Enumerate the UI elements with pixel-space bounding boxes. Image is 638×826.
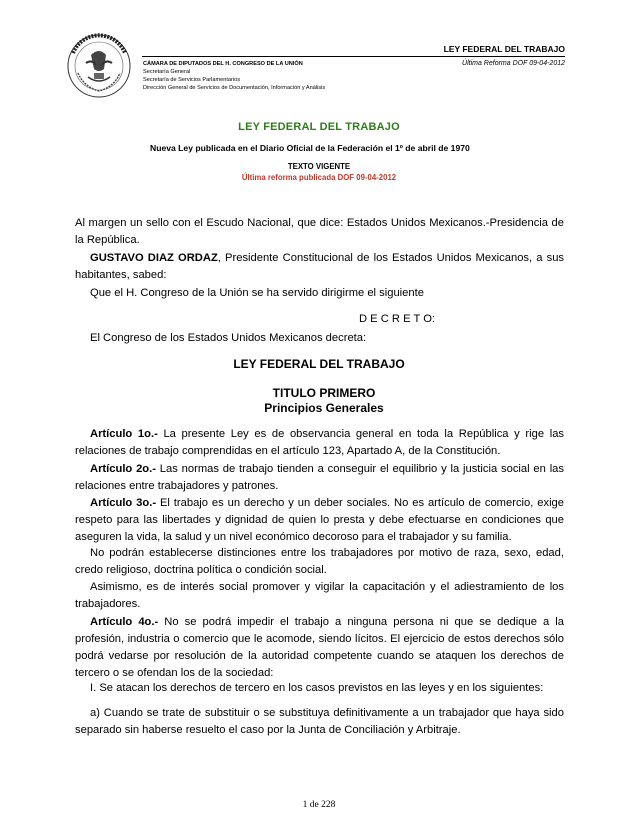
- header-servicios-parlamentarios: Secretaría de Servicios Parlamentarios: [143, 77, 241, 83]
- articulo-1: [75, 426, 564, 460]
- articulo-4-text: No se podrá impedir el trabajo a ninguna persona ni que se dedique a la profesión, industria o comercio que le acomode, siendo lícitos. El ejercicio de estos derechos sólo podrá vedarse por resolución de la autoridad competente cuando se ataquen los derechos de tercero o se ofendan los de la sociedad:: [75, 616, 565, 679]
- page-number: 1 de 228: [302, 800, 336, 810]
- header-institution-block: [143, 60, 325, 92]
- paragraph-decreta: El Congreso de los Estados Unidos Mexicanos decreta:: [90, 332, 367, 344]
- decreto-heading: D E C R E T O:: [358, 313, 436, 325]
- articulo-3-label: Artículo 3o.-: [90, 497, 157, 509]
- principios-generales: Principios Generales: [264, 401, 384, 415]
- header-secretaria-general: Secretaría General: [143, 69, 191, 75]
- header-last-reform: Última Reforma DOF 09-04-2012: [462, 60, 565, 67]
- paragraph-presidente-text: , Presidente Constitucional de los Estados Unidos Mexicanos, a sus habitantes, sabed:: [75, 252, 565, 281]
- document-main-title: LEY FEDERAL DEL TRABAJO: [238, 121, 400, 133]
- paragraph-sello: Al margen un sello con el Escudo Nacional, que dice: Estados Unidos Mexicanos.-Presidencia de la República.: [75, 217, 564, 246]
- articulo-2: [75, 461, 564, 495]
- publication-note: Nueva Ley publicada en el Diario Oficial de la Federación el 1º de abril de 1970: [150, 143, 470, 153]
- last-reform-note: Última reforma publicada DOF 09-04-2012: [241, 173, 397, 182]
- articulo-4-fraccion-i: I. Se atacan los derechos de tercero en los casos previstos en las leyes y en los siguientes:: [90, 682, 544, 694]
- articulo-3: [75, 495, 564, 546]
- articulo-4-label: Artículo 4o.-: [90, 616, 159, 628]
- paragraph-presidente: [75, 250, 564, 284]
- law-title: LEY FEDERAL DEL TRABAJO: [233, 357, 405, 371]
- president-name: GUSTAVO DIAZ ORDAZ: [90, 252, 218, 264]
- articulo-3-text: El trabajo es un derecho y un deber sociales. No es artículo de comercio, exige respeto para las libertades y dignidad de quien lo presta y debe efectuarse en condiciones que aseguren la vida, la salud y un nivel económico decoroso para el trabajador y su familia.: [75, 497, 564, 543]
- articulo-2-label: Artículo 2o.-: [90, 463, 156, 475]
- articulo-4-inciso-a: a) Cuando se trate de substituir o se substituya definitivamente a un trabajador que haya sido separado sin haberse resuelto el caso por la Junta de Conciliación y Arbitraje.: [75, 707, 564, 736]
- articulo-3-paragraph-2: No podrán establecerse distinciones entre los trabajadores por motivo de raza, sexo, edad, credo religioso, doctrina política o condición social.: [75, 547, 564, 576]
- paragraph-congreso: Que el H. Congreso de la Unión se ha servido dirigirme el siguiente: [90, 287, 424, 299]
- articulo-3-paragraph-3: Asimismo, es de interés social promover y vigilar la capacitación y el adiestramiento de los trabajadores.: [75, 581, 564, 610]
- mexican-coat-of-arms-seal-icon: [64, 33, 134, 99]
- texto-vigente-label: TEXTO VIGENTE: [287, 162, 351, 171]
- header-document-title: LEY FEDERAL DEL TRABAJO: [443, 44, 565, 54]
- articulo-1-label: Artículo 1o.-: [90, 428, 158, 440]
- header-divider: [142, 56, 565, 57]
- header-direccion-general: Dirección General de Servicios de Documentación, Información y Análisis: [143, 85, 326, 91]
- titulo-primero: TITULO PRIMERO: [272, 386, 376, 400]
- header-camara-line: CÁMARA DE DIPUTADOS DEL H. CONGRESO DE LA UNIÓN: [143, 61, 303, 67]
- articulo-1-text: La presente Ley es de observancia general en toda la República y rige las relaciones de trabajo comprendidas en el artículo 123, Apartado A, de la Constitución.: [75, 428, 565, 457]
- articulo-4: [75, 614, 564, 682]
- articulo-2-text: Las normas de trabajo tienden a conseguir el equilibrio y la justicia social en las relaciones entre trabajadores y patrones.: [75, 463, 564, 492]
